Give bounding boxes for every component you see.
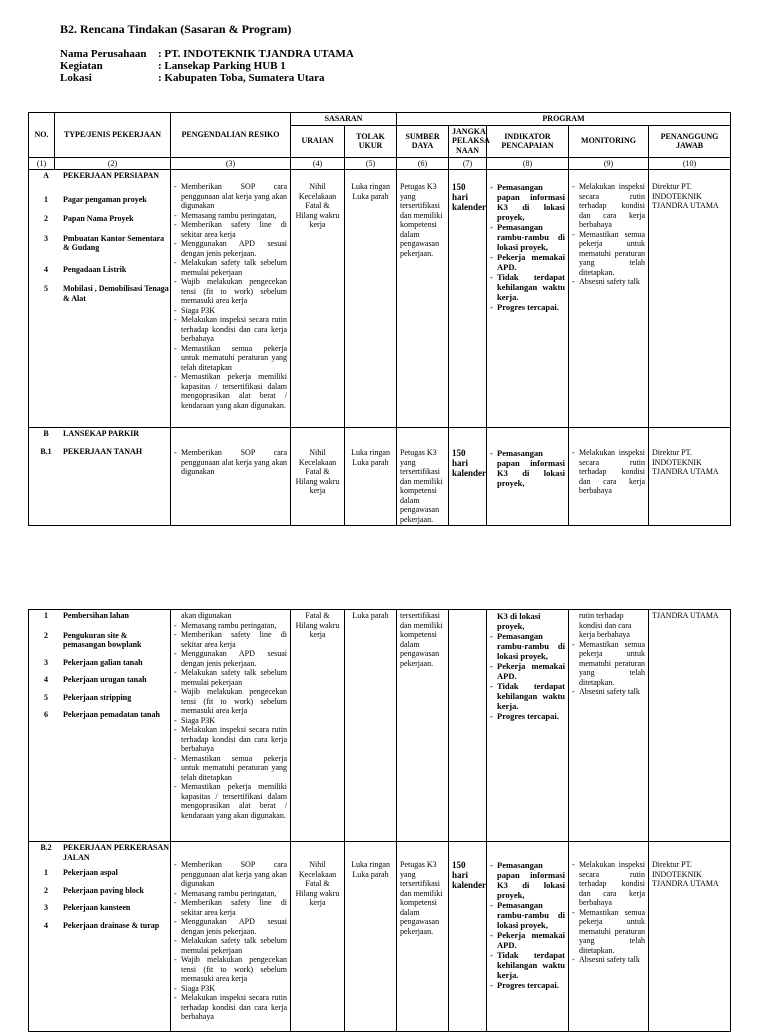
- activity-value: : Lansekap Parking HUB 1: [158, 60, 286, 72]
- column-number-row: [29, 157, 731, 170]
- control-item: - Wajib melakukan pengecekan tensi (fit to work) sebelum memasuki area kerja: [174, 955, 287, 984]
- item-no: 2: [44, 630, 48, 640]
- indicator-item: - Pemasangan papan informasi K3 di lokasi proyek,: [490, 448, 565, 488]
- item-no: 2: [44, 214, 48, 223]
- sumber-cell: Petugas K3 yang tersertifikasi dan memiliki kompetensi dalam pengawasan pekerjaan.: [397, 170, 449, 428]
- item-no: 2: [44, 885, 48, 895]
- col-number: (2): [55, 157, 171, 170]
- col-indikator: INDIKATOR PENCAPAIAN: [487, 125, 569, 157]
- monitoring-lead: rutin terhadap kondisi dan cara kerja berbahaya: [579, 611, 632, 639]
- control-item: - Melakukan inspeksi secara rutin terhadap kondisi dan cara kerja berbahaya: [174, 725, 287, 754]
- tolak-cell: Luka ringan Luka parah: [345, 428, 397, 526]
- indikator-cell: [487, 610, 569, 842]
- control-cell: [171, 610, 291, 842]
- pj-cell: Direktur PT. INDOTEKNIK TJANDRA UTAMA: [649, 842, 731, 1032]
- indicator-item: - Progres tercapai.: [490, 711, 565, 721]
- control-cell: [171, 842, 291, 1032]
- item-text: Pekerjaan kansteen: [63, 903, 131, 912]
- control-cell: [171, 170, 291, 428]
- page-2: [0, 604, 768, 1024]
- item-no: 3: [44, 657, 48, 667]
- indicator-item: - Pekerja memakai APD.: [490, 930, 565, 950]
- col-monitoring: MONITORING: [569, 125, 649, 157]
- item-text: Pembersihan lahan: [63, 611, 130, 620]
- control-item: - Memasang rambu peringatan,: [174, 211, 287, 221]
- control-item: - Memberikan safety line di sekitar area kerja: [174, 630, 287, 649]
- location-label: Lokasi: [60, 72, 92, 84]
- col-number: (6): [397, 157, 449, 170]
- item-text: Pekerjaan galian tanah: [63, 657, 143, 667]
- control-item: - Memastikan semua pekerja untuk mematuhi peraturan yang telah ditetapkan: [174, 344, 287, 373]
- indicator-lead: K3 di lokasi proyek,: [497, 611, 541, 631]
- control-item: - Melakukan safety talk sebelum memulai pekerjaan: [174, 936, 287, 955]
- subsection-no: B.1: [40, 446, 52, 456]
- monitoring-cell: [569, 842, 649, 1032]
- item-text: Pengukuran site & pemasangan bowplank: [63, 630, 142, 649]
- monitoring-item: - Melakukan inspeksi secara rutin terhadap kondisi dan cara kerja berbahaya: [572, 448, 645, 496]
- table-row-section-b: [29, 428, 731, 526]
- control-item: - Melakukan safety talk sebelum memulai pekerjaan: [174, 258, 287, 277]
- col-number: (10): [649, 157, 731, 170]
- item-no: 1: [44, 611, 48, 620]
- document-title: B2. Rencana Tindakan (Sasaran & Program): [60, 22, 292, 36]
- control-item: - Wajib melakukan pengecekan tensi (fit to work) sebelum memasuki area kerja: [174, 687, 287, 716]
- action-plan-table: [28, 112, 731, 526]
- item-no: 5: [44, 692, 48, 702]
- subsection-title: PEKERJAAN PERKERASAN JALAN: [63, 843, 170, 862]
- uraian-cell: Nihil Kecelakaan Fatal & Hilang wakru kerja: [291, 428, 345, 526]
- col-tolak: TOLAK UKUR: [345, 125, 397, 157]
- col-number: (7): [449, 157, 487, 170]
- indicator-item: - Progres tercapai.: [490, 302, 565, 312]
- control-item: - Siaga P3K: [174, 984, 287, 994]
- monitoring-item: - Absesni safety talk: [572, 277, 645, 287]
- sumber-cell: Petugas K3 yang tersertifikasi dan memiliki kompetensi dalam pengawasan pekerjaan.: [397, 428, 449, 526]
- control-item: - Melakukan safety talk sebelum memulai pekerjaan: [174, 668, 287, 687]
- indikator-cell: [487, 170, 569, 428]
- table-row-section-a: [29, 170, 731, 428]
- pj-cell: Direktur PT. INDOTEKNIK TJANDRA UTAMA: [649, 170, 731, 428]
- item-no: 1: [44, 868, 48, 877]
- col-pj: PENANGGUNG JAWAB: [649, 125, 731, 157]
- col-number: (1): [29, 157, 55, 170]
- pj-cell: TJANDRA UTAMA: [649, 610, 731, 842]
- col-control: PENGENDALIAN RESIKO: [171, 113, 291, 158]
- pj-cell: Direktur PT. INDOTEKNIK TJANDRA UTAMA: [649, 428, 731, 526]
- col-program: PROGRAM: [397, 113, 731, 126]
- subsection-no: B.2: [40, 843, 52, 852]
- col-jangka: JANGKA PELAKSA NAAN: [449, 125, 487, 157]
- b1-work-list: [29, 610, 171, 842]
- indicator-item: - Pemasangan papan informasi K3 di lokasi proyek,: [490, 182, 565, 222]
- action-plan-table-continued: [28, 609, 731, 1032]
- monitoring-item: - Absesni safety talk: [572, 955, 645, 965]
- item-no: 6: [44, 710, 48, 719]
- company-value: : PT. INDOTEKNIK TJANDRA UTAMA: [158, 48, 354, 60]
- sumber-cell: tersertifikasi dan memiliki kompetensi dalam pengawasan pekerjaan.: [397, 610, 449, 842]
- item-no: 3: [44, 903, 48, 912]
- item-no: 4: [44, 264, 48, 274]
- monitoring-cell: [569, 610, 649, 842]
- col-uraian: URAIAN: [291, 125, 345, 157]
- item-no: 4: [44, 675, 48, 684]
- control-item: - Memberikan SOP cara penggunaan alat kerja yang akan digunakan: [174, 448, 287, 477]
- indicator-item: - Progres tercapai.: [490, 980, 565, 990]
- col-number: (4): [291, 157, 345, 170]
- col-sumber: SUMBER DAYA: [397, 125, 449, 157]
- item-text: Pekerjaan aspal: [63, 868, 118, 877]
- monitoring-item: - Melakukan inspeksi secara rutin terhadap kondisi dan cara kerja berbahaya: [572, 182, 645, 230]
- location-row: [60, 72, 325, 85]
- indikator-cell: [487, 428, 569, 526]
- indicator-item: - Pemasangan rambu-rambu di lokasi proyek,: [490, 631, 565, 661]
- table-row-b2: [29, 842, 731, 1032]
- table-row-b1-continued: [29, 610, 731, 842]
- indicator-item: - Pemasangan papan informasi K3 di lokasi proyek,: [490, 860, 565, 900]
- item-no: 3: [44, 233, 48, 243]
- section-b-work-list: [29, 428, 171, 526]
- item-text: Pekerjaan stripping: [63, 692, 132, 702]
- control-item: - Menggunakan APD sesuai dengan jenis pekerjaan.: [174, 649, 287, 668]
- indicator-item: - Pekerja memakai APD.: [490, 252, 565, 272]
- section-title: PEKERJAAN PERSIAPAN: [63, 171, 160, 180]
- item-text: Pengadaan Listrik: [63, 264, 127, 274]
- indicator-item: - Tidak terdapat kehilangan waktu kerja.: [490, 950, 565, 980]
- tolak-cell: Luka ringan Luka parah: [345, 170, 397, 428]
- indikator-cell: [487, 842, 569, 1032]
- control-item: - Memberikan SOP cara penggunaan alat kerja yang akan digunakan: [174, 182, 287, 211]
- col-number: (8): [487, 157, 569, 170]
- activity-label: Kegiatan: [60, 60, 103, 72]
- section-title: LANSEKAP PARKIR: [63, 429, 140, 438]
- control-item: - Menggunakan APD sesuai dengan jenis pekerjaan.: [174, 239, 287, 258]
- monitoring-item: - Melakukan inspeksi secara rutin terhadap kondisi dan cara kerja berbahaya: [572, 860, 645, 908]
- col-no: NO.: [29, 113, 55, 158]
- control-item: - Memasang rambu peringatan,: [174, 621, 287, 631]
- control-item: - Melakukan inspeksi secara rutin terhadap kondisi dan cara kerja berbahaya: [174, 993, 287, 1022]
- item-no: 5: [44, 284, 48, 293]
- monitoring-cell: [569, 170, 649, 428]
- col-number: (3): [171, 157, 291, 170]
- control-item: - Wajib melakukan pengecekan tensi (fit to work) sebelum memasuki area kerja: [174, 277, 287, 306]
- sumber-cell: Petugas K3 yang tersertifikasi dan memiliki kompetensi dalam pengawasan pekerjaan.: [397, 842, 449, 1032]
- indicator-item: - Pemasangan rambu-rambu di lokasi proyek,: [490, 900, 565, 930]
- tolak-cell: Luka ringan Luka parah: [345, 842, 397, 1032]
- control-lead: akan digunakan: [181, 611, 232, 620]
- control-item: - Melakukan inspeksi secara rutin terhadap kondisi dan cara kerja berbahaya: [174, 315, 287, 344]
- col-number: (9): [569, 157, 649, 170]
- control-item: - Memberikan SOP cara penggunaan alat kerja yang akan digunakan: [174, 860, 287, 889]
- item-text: Pekerjaan paving block: [63, 885, 144, 895]
- item-text: Mobilasi , Demobilisasi Tenaga & Alat: [63, 284, 169, 303]
- jangka-cell: 150 hari kalender: [449, 428, 487, 526]
- col-sasaran: SASARAN: [291, 113, 397, 126]
- item-text: Pekerjaan urugan tanah: [63, 675, 147, 684]
- item-text: Pmbuatan Kantor Sementara & Gudang: [63, 233, 165, 252]
- indicator-item: - Pemasangan rambu-rambu di lokasi proyek,: [490, 222, 565, 252]
- section-no: A: [43, 171, 49, 180]
- control-item: - Menggunakan APD sesuai dengan jenis pekerjaan.: [174, 917, 287, 936]
- control-item: - Siaga P3K: [174, 306, 287, 316]
- monitoring-cell: [569, 428, 649, 526]
- uraian-cell: Fatal & Hilang wakru kerja: [291, 610, 345, 842]
- control-item: - Siaga P3K: [174, 716, 287, 726]
- indicator-item: - Tidak terdapat kehilangan waktu kerja.: [490, 272, 565, 302]
- control-item: - Memberikan safety line di sekitar area kerja: [174, 898, 287, 917]
- tolak-cell: Luka parah: [345, 610, 397, 842]
- section-a-work-list: [29, 170, 171, 428]
- col-number: (5): [345, 157, 397, 170]
- item-text: Pekerjaan drainase & turap: [63, 920, 160, 930]
- jangka-cell: [449, 610, 487, 842]
- b2-work-list: [29, 842, 171, 1032]
- indicator-item: - Pekerja memakai APD.: [490, 661, 565, 681]
- control-item: - Memastikan pekerja memiliki kapasitas / tersertifikasi dalam mengoprasikan alat berat / kendaraan yang akan digunakan.: [174, 782, 287, 820]
- item-no: 4: [44, 920, 48, 930]
- subsection-title: PEKERJAAN TANAH: [63, 446, 143, 456]
- monitoring-item: - Memastikan semua pekerja untuk mematuhi peraturan yang telah ditetapkan.: [572, 640, 645, 688]
- item-text: Pekerjaan pemadatan tanah: [63, 710, 160, 719]
- company-label: Nama Perusahaan: [60, 48, 147, 60]
- control-item: - Memastikan semua pekerja untuk mematuhi peraturan yang telah ditetapkan: [174, 754, 287, 783]
- control-item: - Memasang rambu peringatan,: [174, 889, 287, 899]
- uraian-cell: Nihil Kecelakaan Fatal & Hilang wakru kerja: [291, 842, 345, 1032]
- monitoring-item: - Memastikan semua pekerja untuk mematuhi peraturan yang telah ditetapkan.: [572, 230, 645, 278]
- col-type: TYPE/JENIS PEKERJAAN: [55, 113, 171, 158]
- item-text: Papan Nama Proyek: [63, 214, 134, 223]
- section-no: B: [43, 429, 49, 438]
- monitoring-item: - Absesni safety talk: [572, 687, 645, 697]
- item-text: Pagar pengaman proyek: [63, 194, 147, 204]
- monitoring-item: - Memastikan semua pekerja untuk mematuhi peraturan yang telah ditetapkan.: [572, 908, 645, 956]
- indicator-item: - Tidak terdapat kehilangan waktu kerja.: [490, 681, 565, 711]
- item-no: 1: [44, 194, 48, 204]
- location-value: : Kabupaten Toba, Sumatera Utara: [158, 72, 325, 84]
- jangka-cell: 150 hari kalender: [449, 842, 487, 1032]
- control-item: - Memberikan safety line di sekitar area kerja: [174, 220, 287, 239]
- jangka-cell: 150 hari kalender: [449, 170, 487, 428]
- control-cell: [171, 428, 291, 526]
- uraian-cell: Nihil Kecelakaan Fatal & Hilang wakru kerja: [291, 170, 345, 428]
- control-item: - Memastikan pekerja memiliki kapasitas / tersertifikasi dalam mengoprasikan alat berat / kendaraan yang akan digunakan.: [174, 372, 287, 410]
